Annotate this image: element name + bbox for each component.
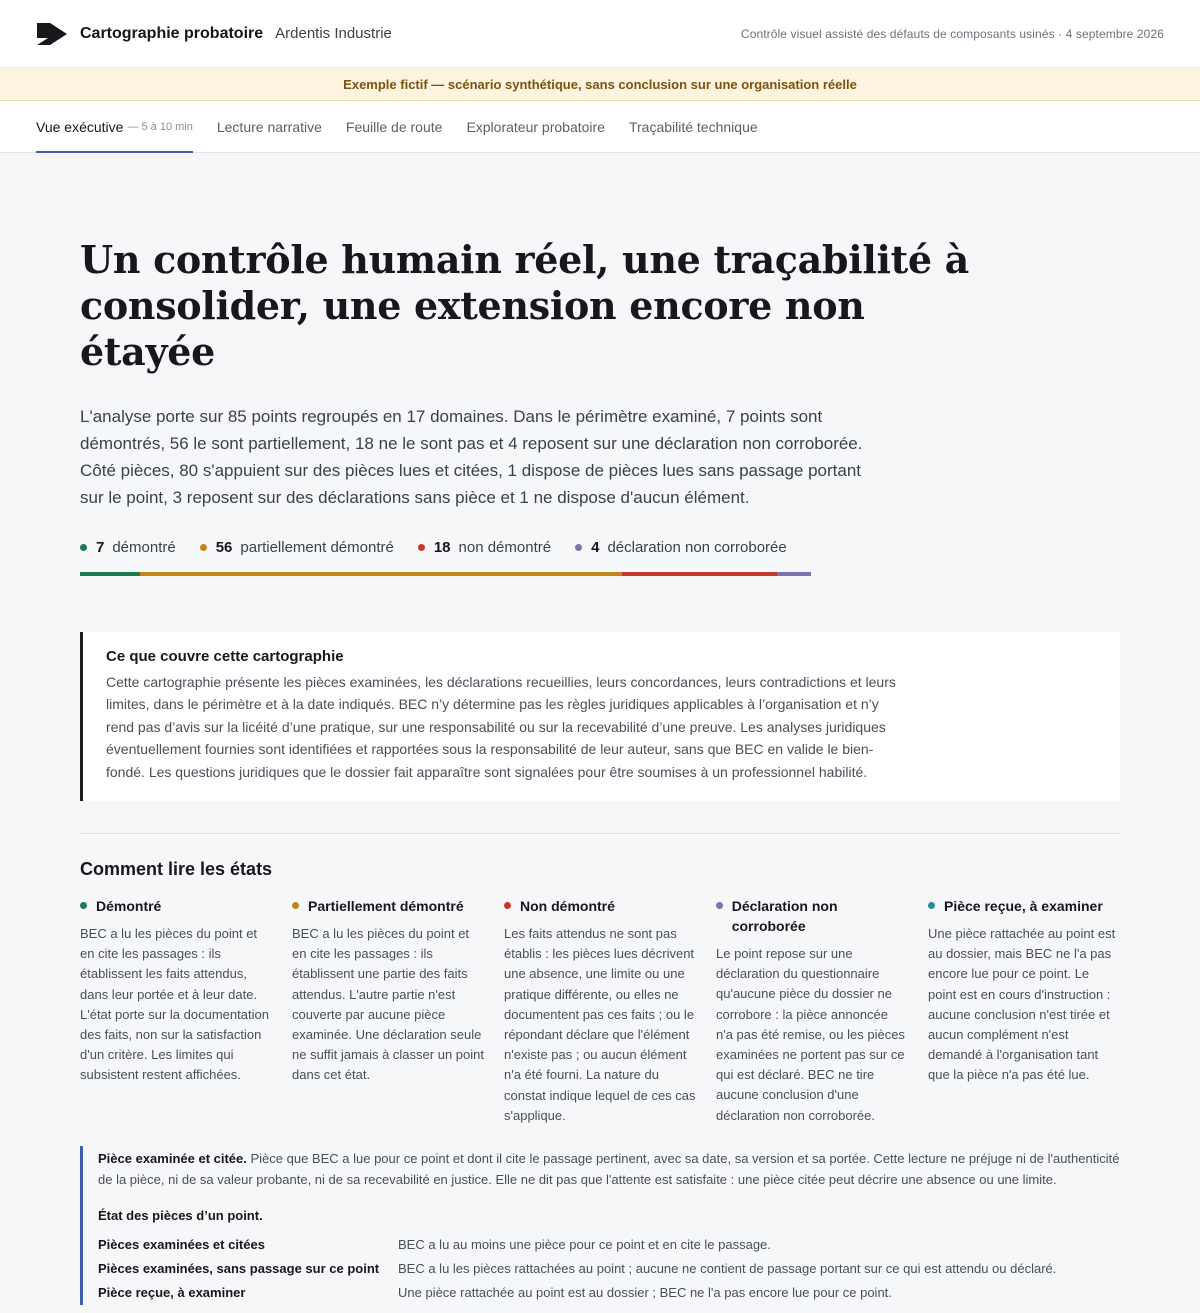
status-bar-segment	[80, 572, 140, 576]
status-dot-icon	[928, 902, 935, 909]
tab-label: Feuille de route	[345, 118, 443, 135]
stat-non-demontre	[418, 539, 551, 556]
legend-row	[98, 1257, 1120, 1281]
legend-row-key: Pièces examinées et citées	[98, 1237, 265, 1253]
legend-term: Pièce examinée et citée.	[98, 1151, 247, 1167]
legend-table	[98, 1233, 1120, 1305]
tab-label: Traçabilité technique	[628, 118, 758, 135]
status-dot-icon	[80, 902, 87, 909]
scope-text: Cette cartographie présente les pièces examinées, les déclarations recueillies, leurs concordances, leurs contradictions et leurs limites, dans le périmètre et à la date indiqués. BEC n’y détermine pas les règles juridiques applicables à l’organisation et n’y rend pas d’avis sur la licéité d’une pratique, sur une responsabilité ou sur la recevabilité d’une preuve. Les analyses juridiques éventuellement fournies sont identifiées et rapportées sous la responsabilité de leur auteur, sans que BEC en valide le bien-fondé. Les questions juridiques que le dossier fait apparaître sont signalées pour être soumises à un professionnel habilité.	[106, 674, 896, 780]
stat-declaration-non-corroboree	[575, 539, 787, 556]
legend-row-key: Pièces examinées, sans passage sur ce point	[98, 1261, 380, 1277]
status-bar-segment	[140, 572, 622, 576]
status-dot-icon	[80, 544, 87, 551]
stat-count: 4	[591, 539, 600, 556]
state-title: Pièce reçue, à examiner	[944, 898, 1103, 915]
state-title: Non démontré	[520, 898, 615, 915]
status-dot-icon	[575, 544, 582, 551]
state-card-demontre	[80, 896, 272, 1126]
stat-partiellement-demontre	[200, 539, 394, 556]
legend-row	[98, 1233, 1120, 1257]
state-description: BEC a lu les pièces du point et en cite les passages : ils établissent les faits attendus, dans leur portée et à leur date. L'état porte sur la documentation des faits, non sur la satisfaction d'un critère. Les limites qui subsistent restent affichées.	[80, 926, 269, 1083]
summary-lead: L'analyse porte sur 85 points regroupés en 17 domaines. Dans le périmètre examiné, 7 points sont démontrés, 56 le sont partiellement, 18 ne le sont pas et 4 reposent sur une déclaration non corroborée. Côté pièces, 80 s'appuient sur des pièces lues et citées, 1 dispose de pièces lues sans passage portant sur le point, 3 reposent sur des déclarations sans pièce et 1 ne dispose d'aucun élément.	[80, 407, 863, 507]
status-dot-icon	[418, 544, 425, 551]
app-title: Cartographie probatoire	[80, 24, 264, 42]
state-card-partiellement-demontre	[292, 896, 484, 1126]
tab-feuille-de-route[interactable]	[346, 101, 443, 152]
status-bar-segment	[777, 572, 811, 576]
stat-count: 56	[215, 539, 233, 556]
executive-view	[0, 237, 1200, 1305]
scope-callout	[80, 632, 1120, 801]
fictional-example-banner: Exemple fictif — scénario synthétique, sans conclusion sur une organisation réelle	[0, 68, 1200, 101]
tab-lecture-narrative[interactable]	[217, 101, 322, 152]
brand-logo-icon	[36, 22, 68, 46]
header-meta: Contrôle visuel assisté des défauts de composants usinés · 4 septembre 2026	[740, 26, 1164, 41]
state-title: Démontré	[96, 898, 162, 915]
legend-row-value: BEC a lu les pièces rattachées au point ; aucune ne contient de passage portant sur ce qui est attendu ou déclaré.	[398, 1261, 1057, 1277]
legend-row-key: Pièce reçue, à examiner	[98, 1285, 246, 1301]
tab-label: Lecture narrative	[216, 118, 322, 135]
top-header	[0, 0, 1200, 68]
legend-definition-text: Pièce que BEC a lue pour ce point et dont il cite le passage pertinent, avec sa date, sa version et sa portée. Cette lecture ne préjuge ni de l'authenticité de la pièce, ni de sa valeur probante, ni de sa recevabilité en justice. Elle ne dit pas que l'attente est satisfaite : une pièce citée peut décrire une absence ou une limite.	[98, 1151, 1120, 1188]
state-title: Déclaration non corroborée	[731, 898, 838, 935]
status-distribution-bar	[80, 572, 811, 576]
stat-label: démontré	[112, 539, 176, 556]
status-dot-icon	[200, 544, 207, 551]
section-divider	[80, 833, 1120, 834]
legend-row-value: Une pièce rattachée au point est au dossier ; BEC ne l'a pas encore lue pour ce point.	[398, 1285, 892, 1301]
stat-label: partiellement démontré	[240, 539, 394, 556]
legend-row	[98, 1281, 1120, 1305]
state-description: Le point repose sur une déclaration du questionnaire qu'aucune pièce du dossier ne corrobore : la pièce annoncée n'a pas été remise, ou les pièces examinées ne portent pas sur ce qui est déclaré. BEC ne tire aucune conclusion d'une déclaration non corroborée.	[716, 946, 905, 1123]
state-title: Partiellement démontré	[308, 898, 464, 915]
page-title: Un contrôle humain réel, une traçabilité à consolider, une extension encore non étayée	[80, 237, 969, 374]
legend-definition	[98, 1148, 1120, 1190]
state-card-piece-recue	[928, 896, 1120, 1126]
tab-explorateur-probatoire[interactable]	[466, 101, 605, 152]
stat-count: 7	[96, 539, 105, 556]
tab-label: Vue exécutive	[36, 118, 124, 135]
states-grid	[80, 896, 1120, 1126]
legend-subtitle: État des pièces d’un point.	[98, 1208, 263, 1224]
tab-vue-executive[interactable]	[36, 101, 193, 152]
stat-label: déclaration non corroborée	[607, 539, 787, 556]
stat-count: 18	[433, 539, 451, 556]
tab-label: Explorateur probatoire	[466, 118, 605, 135]
status-bar-segment	[622, 572, 777, 576]
status-dot-icon	[292, 902, 299, 909]
tab-tracabilite-technique[interactable]	[629, 101, 758, 152]
state-description: Une pièce rattachée au point est au dossier, mais BEC ne l'a pas encore lue pour ce point. Le point est en cours d'instruction : aucune conclusion n'est tirée et aucun complément n'est demandé à l'organisation tant que la pièce n'a pas été lue.	[928, 926, 1116, 1083]
tab-reading-time: — 5 à 10 min	[127, 120, 193, 133]
stat-label: non démontré	[458, 539, 552, 556]
stat-demontre	[80, 539, 176, 556]
state-card-non-demontre	[504, 896, 696, 1126]
state-card-declaration-non-corroboree	[716, 896, 908, 1126]
legend-row-value: BEC a lu au moins une pièce pour ce point et en cite le passage.	[398, 1237, 771, 1253]
state-description: Les faits attendus ne sont pas établis : les pièces lues décrivent une absence, une limite ou une pratique différente, ou elles ne documentent pas ces faits ; ou le répondant déclare que l'élément n'existe pas ; ou aucun élément n'a été fourni. La nature du constat indique lequel de ces cas s'applique.	[504, 926, 696, 1123]
status-summary	[80, 539, 1120, 556]
evidence-legend	[80, 1146, 1120, 1305]
status-dot-icon	[716, 902, 723, 909]
status-dot-icon	[504, 902, 511, 909]
scope-title: Ce que couvre cette cartographie	[106, 648, 344, 665]
view-tabs	[0, 101, 1200, 153]
organization-name: Ardentis Industrie	[275, 25, 392, 42]
states-section-title: Comment lire les états	[80, 859, 273, 880]
state-description: BEC a lu les pièces du point et en cite les passages : ils établissent une partie des faits attendus. L'autre partie n'est couverte par aucune pièce examinée. Une déclaration seule ne suffit jamais à classer un point dans cet état.	[292, 926, 484, 1083]
